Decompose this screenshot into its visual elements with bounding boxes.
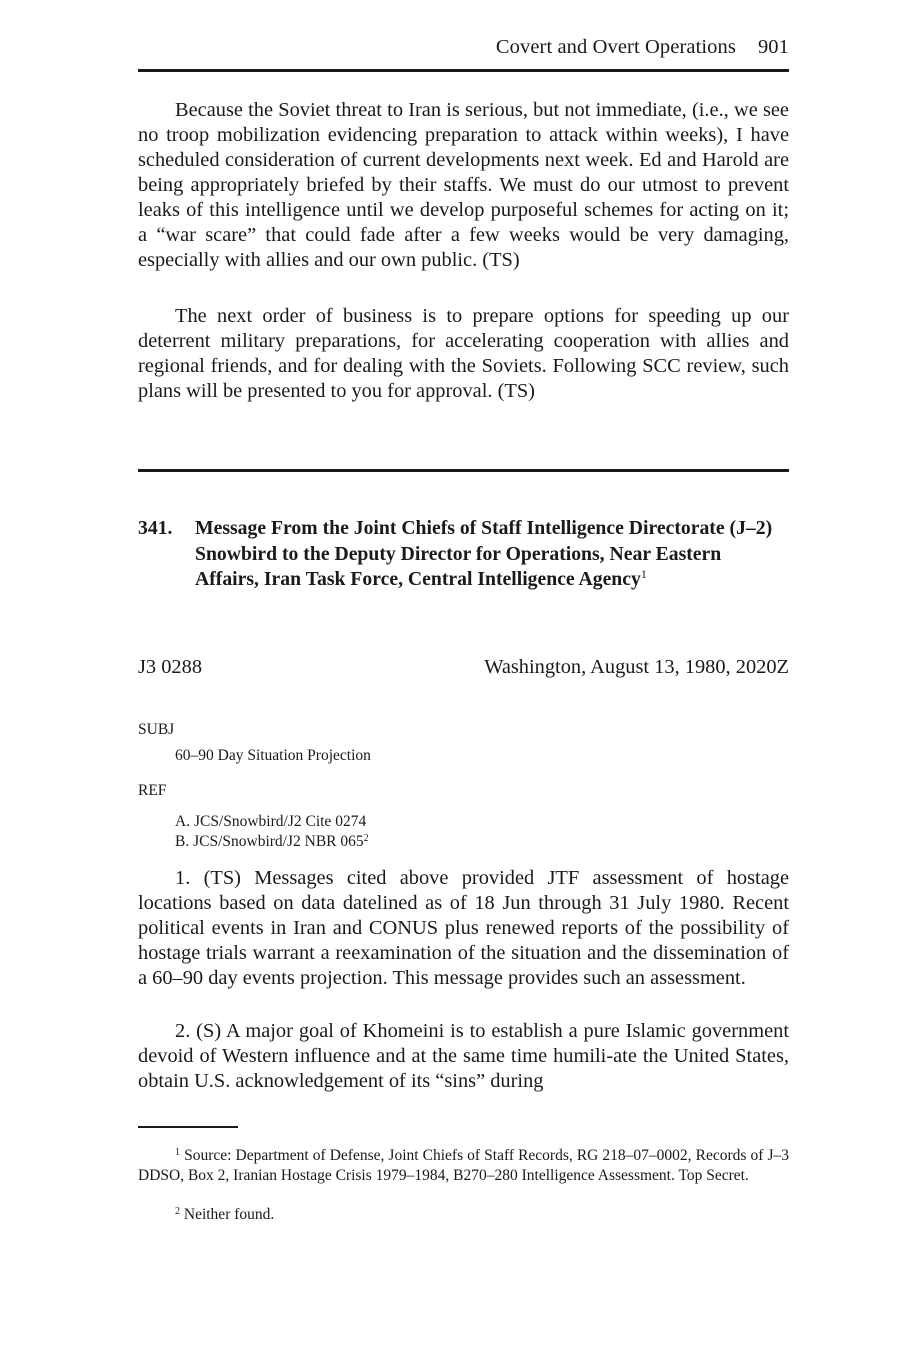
page-number: 901 [757,36,789,58]
footnote-2 [138,1205,789,1225]
footnote-ref[interactable]: 1 [640,567,647,581]
footnote-text: Source: Department of Defense, Joint Chiefs of Staff Records, RG 218–07–0002, Records of J–3 DDSO, Box 2, Iranian Hostage Crisis 1979–1984, B270–280 Intelligence Assessment. Top Secret. [138,1147,789,1184]
ref-label: REF [138,782,167,799]
subj-label: SUBJ [138,721,175,738]
subj-text: 60–90 Day Situation Projection [175,747,371,764]
ref-b: B. JCS/Snowbird/J2 NBR 065 [175,833,364,850]
body-paragraph: The next order of business is to prepare options for speeding up our deterrent military preparations, for accelerating cooperation with allies and regional friends, and for dealing with the Soviets. Following SCC review, such plans will be presented to you for approval. (TS) [138,305,789,402]
footnote-text: Neither found. [183,1206,275,1223]
ref-b-line [175,832,369,852]
footnote-mark: 2 [175,1206,180,1217]
document-title: Message From the Joint Chiefs of Staff Intelligence Directorate (J–2) Snowbird to the Deputy Director for Operations, Near Eastern Affairs, Iran Task Force, Central Intelligence Agency [195,517,773,590]
date-place: Washington, August 13, 1980, 2020Z [484,656,789,678]
footnote-ref[interactable]: 2 [363,833,369,844]
body-paragraph: Because the Soviet threat to Iran is serious, but not immediate, (i.e., we see no troop mobilization evidencing preparation to attack within weeks), I have scheduled consideration of current developments next week. Ed and Harold are being appropriately briefed by their staffs. We must do our utmost to prevent leaks of this intelligence until we develop purposeful schemes for acting on it; a “war scare” that could fade after a few weeks would be very damaging, especially with allies and our own public. (TS) [138,99,789,271]
header-rule [138,69,789,72]
ref-a: A. JCS/Snowbird/J2 Cite 0274 [175,813,367,830]
document-heading [138,516,789,593]
message-paragraph-1: 1. (TS) Messages cited above provided JTF assessment of hostage locations based on data datelined as of 18 Jun through 31 July 1980. Recent political events in Iran and CONUS plus renewed reports of the possibility of hostage trials warrant a reexamination of the situation and the dissemination of a 60–90 day events projection. This message provides such an assessment. [138,867,789,989]
footnote-rule [138,1126,238,1128]
message-reference: J3 0288 [138,656,203,678]
footnote-1 [138,1146,789,1185]
document-number: 341. [138,517,173,539]
section-rule [138,469,789,472]
footnote-mark: 1 [175,1147,180,1158]
running-head [138,36,789,59]
message-paragraph-2: 2. (S) A major goal of Khomeini is to establish a pure Islamic government devoid of Western influence and at the same time humili-ate the United States, obtain U.S. acknowledgement of its “sins” during [138,1020,789,1092]
running-head-title: Covert and Overt Operations [495,36,736,58]
